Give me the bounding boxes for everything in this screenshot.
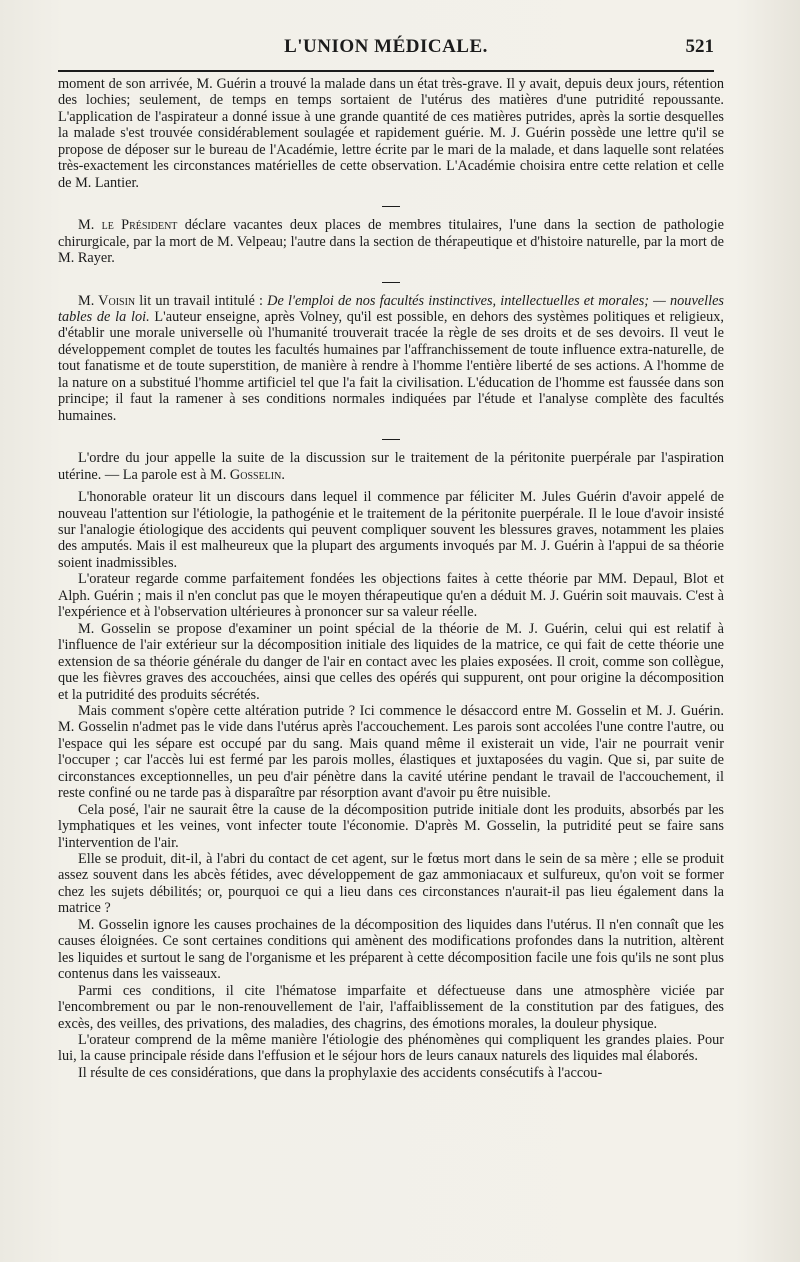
paragraph-air-not-cause: Cela posé, l'air ne saurait être la cause de la décomposition putride initiale dont les produits, absorbés par les lymphatiques et les veines, vont infecter toute l'économie. D'après M. Gosselin, la putridité peut se faire sans l'intervention de l'air. bbox=[58, 801, 724, 851]
separator-dash bbox=[58, 273, 724, 291]
paragraph-prophylaxis: Il résulte de ces considérations, que dans la prophylaxie des accidents consécutifs à l'accou- bbox=[78, 1064, 603, 1081]
paragraph-president bbox=[58, 217, 724, 266]
paragraph-aspirator-case: moment de son arrivée, M. Guérin a trouvé la malade dans un état très-grave. Il y avait, depuis deux jours, rétention des lochies; seulement, de temps en temps sortaient de l'utérus des matières d'une putridité repoussante. L'application de l'aspirateur a donné issue à une grande quantité de ces matières putrides, après la sortie desquelles la malade s'est trouvée considérablement soulagée et rapidement guérie. M. J. Guérin possède une lettre qu'il se propose de déposer sur le bureau de l'Académie, lettre écrite par le mari de la malade, et dans laquelle sont relatées très-exactement les circonstances matérielles de cette observation. L'Académie choisira entre cette relation et celle de M. Lantier. bbox=[58, 76, 724, 191]
paragraph-order-text: L'ordre du jour appelle la suite de la discussion sur le traitement de la péritonite puerpérale par l'aspiration utérine. — La parole est à M. bbox=[58, 450, 724, 483]
paragraph-putrid-alteration: Mais comment s'opère cette altération putride ? Ici commence le désaccord entre M. Gosselin et M. J. Guérin. M. Gosselin n'admet pas le vide dans l'utérus après l'accouchement. Les parois sont accolées l'une contre l'autre, ou l'espace qui les sépare est occupé par du sang. Mais quand même il existerait un vide, l'air ne pourrait venir l'occuper ; car l'accès lui est fermé par les parois molles, élastiques et juxtaposées du vagin. Que si, par suite de circonstances exceptionnelles, un peu d'air pénètre dans la cavité utérine pendant le travail de l'accouchement, il reste confiné ou ne tarde pas à disparaître par résorption avant d'avoir pu être nuisible. bbox=[58, 702, 724, 802]
running-title: L'UNION MÉDICALE. bbox=[284, 36, 488, 57]
paragraph-causes: M. Gosselin ignore les causes prochaines de la décomposition des liquides dans l'utérus. Il n'en connaît que les causes éloignées. Ce sont certaines conditions qui amènent des modifications profondes dans la nutrition, altèrent les liquides et surtout le sang de l'organisme et les préparent à cette décomposition facile une fois qu'ils ne sont plus contenus dans les vaisseaux. bbox=[58, 916, 724, 983]
paragraph-voisin-text-b: L'auteur enseigne, après Volney, qu'il est possible, en dehors des systèmes politiques et religieux, d'établir une morale universelle où l'humanité trouverait tracée la règle de ses droits et de ses devoirs. Il veut le développement complet de toutes les facultés humaines par l'affranchissement de toute influence extra-naturelle, de tout fanatisme et de toute superstition, de manière à rendre à l'homme l'entière liberté de ses actions. A l'homme de la nature on a substitué l'homme artificiel tel que l'a fait la civilisation. L'éducation de l'homme est faussée dans son principe; il faut la ramener à ses conditions normales indiquées par l'étude et l'analyse complète des facultés humaines. bbox=[58, 308, 725, 424]
paragraph-fetus-example: Elle se produit, dit-il, à l'abri du contact de cet agent, sur le fœtus mort dans le sein de sa mère ; elle se produit assez souvent dans les abcès fétides, avec développement de gaz ammoniacaux et sulfureux, qu'on voit se former chez les sujets débilités; or, pourquoi ce qui a lieu dans ces circonstances n'aurait-il pas lieu également dans la matrice ? bbox=[58, 851, 724, 917]
paragraph-speech-intro: L'honorable orateur lit un discours dans lequel il commence par féliciter M. Jules Guérin d'avoir appelé de nouveau l'attention sur l'étiologie, la pathogénie et le traitement de la péritonite puerpérale. Il le loue d'avoir insisté sur l'analogie étiologique des accidents qui peuvent compliquer souvent les blessures graves, notamment les plaies des amputés. Mais il est malheureux que la plupart des arguments invoqués par M. J. Guérin à l'appui de sa théorie soient inadmissibles. bbox=[58, 489, 724, 571]
paragraph-conditions: Parmi ces conditions, il cite l'hématose imparfaite et défectueuse dans une atmosphère viciée par l'encombrement ou par le non-renouvellement de l'air, l'affaiblissement de la constitution par des fatigues, des excès, des veilles, des privations, des maladies, des chagrins, des émotions morales, la douleur physique. bbox=[58, 982, 724, 1032]
separator-dash bbox=[58, 430, 724, 448]
paragraph-air-influence: M. Gosselin se propose d'examiner un point spécial de la théorie de M. J. Guérin, celui qui est relatif à l'influence de l'air extérieur sur la décomposition initiale des liquides de la matrice, ce qui fait de cette théorie une extension de sa théorie générale du danger de l'air en contact avec les plaies exposées. Il croit, comme son collègue, que les fièvres graves des accouchées, ainsi que celles des opérés qui suppurent, ont pour origine la décomposition et la putridité des produits sécrétés. bbox=[58, 620, 724, 703]
page-header bbox=[58, 36, 714, 60]
speaker-gosselin: Gosselin. bbox=[229, 466, 285, 483]
paragraph-president-text: déclare vacantes deux places de membres titulaires, l'une dans la section de pathologie chirurgicale, par la mort de M. Velpeau; l'autre dans la section de thérapeutique et d'histoire naturelle, par la mort de M. Rayer. bbox=[58, 217, 724, 267]
header-rule bbox=[58, 70, 714, 72]
page-number: 521 bbox=[685, 36, 714, 57]
speaker-voisin: M. Voisin bbox=[78, 292, 136, 309]
article-body bbox=[58, 76, 724, 1081]
paragraph-voisin-text-a: lit un travail intitulé : bbox=[135, 292, 268, 309]
work-title: De l'emploi de nos facultés instinctives, intellectuelles et morales; — nouvelles tables de la loi. bbox=[58, 292, 724, 325]
separator-dash bbox=[58, 197, 724, 215]
paragraph-large-wounds: L'orateur comprend de la même manière l'étiologie des phénomènes qui compliquent les grandes plaies. Pour lui, la cause principale réside dans l'effusion et le séjour hors de leurs canaux naturels des liquides mal élaborés. bbox=[58, 1032, 724, 1065]
speaker-president: M. le Président bbox=[78, 217, 178, 234]
paragraph-objections: L'orateur regarde comme parfaitement fondées les objections faites à cette théorie par MM. Depaul, Blot et Alph. Guérin ; mais il n'en conclut pas que le moyen thérapeutique qu'en a déduit M. J. Guérin soit mauvais. C'est à l'expérience et à l'observation ultérieures à prononcer sur sa valeur réelle. bbox=[58, 571, 724, 621]
paragraph-voisin bbox=[58, 293, 724, 425]
paragraph-order-of-day bbox=[58, 450, 724, 483]
